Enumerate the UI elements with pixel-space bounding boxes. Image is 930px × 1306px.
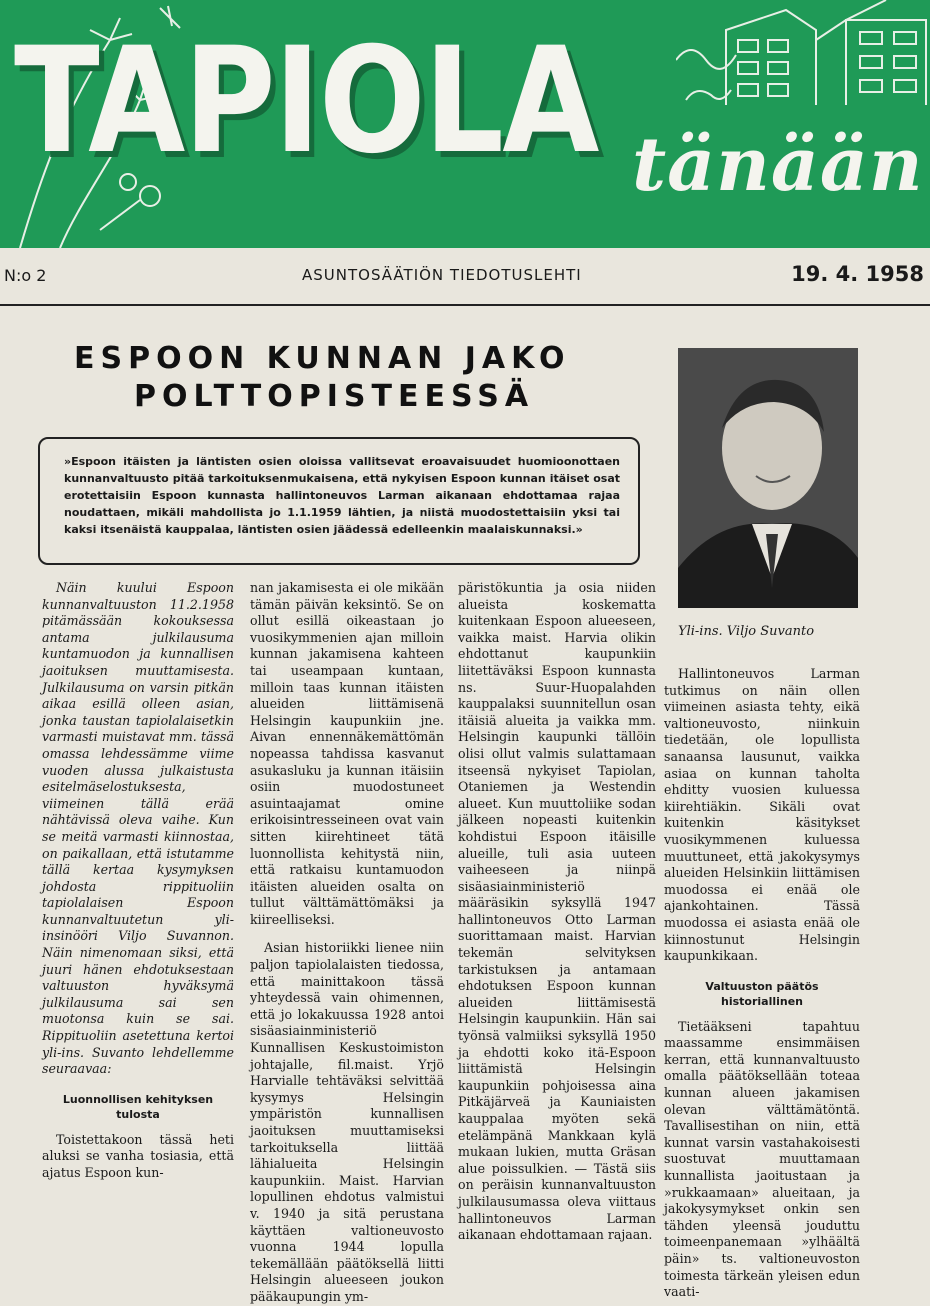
article-column-2 [250, 580, 444, 1306]
masthead-title: TAPIOLA [14, 16, 598, 186]
issue-date: 19. 4. 1958 [791, 262, 924, 286]
publication-name: ASUNTOSÄÄTIÖN TIEDOTUSLEHTI [302, 266, 582, 284]
column-2-paragraph-1: nan jakamisesta ei ole mikään tämän päivän keksintö. Se on ollut esillä oikeastaan jo vuosikymmenien ajan milloin kunnan jakamisena kahteen tai useampaan kuntaan, milloin taas kunnan itäisten alueiden liittämisenä Helsingin kaupunkiin jne. Aivan ennennäkemättömän nopeassa tahdissa kasvanut asukasluku ja kunnan itäisiin osiin muodostuneet asuintaajamat omine erikoisintresseineen ovat vain sitten kiirehtineet tätä luonnollista kehitystä niin, että ratkaisu kuntamuodon itäisten alueiden osalta on tullut välttämättömäksi ja kiireelliseksi. [250, 580, 444, 927]
headline-line-2: POLTTOPISTEESSÄ [134, 379, 535, 414]
article-column-4 [664, 666, 860, 1301]
article-headline [74, 340, 654, 416]
masthead [0, 0, 930, 248]
column-3-paragraph: päristökuntia ja osia niiden alueista koskematta kuitenkaan Espoon alueeseen, vaikka maist. Harvia olikin ehdottanut kaupunkiin liitettäväksi Espoon kunnasta ns. Suur-Huopalahden kauppalaksi suunnitellun osan itäisiä alueita ja vaikka mm. Helsingin kaupunki tällöin olisi ollut valmis sulattamaan itseensä nykyiset Tapiolan, Otaniemen ja Westendin alueet. Kun muuttoliike sodan jälkeen nopeasti kuitenkin kohdistui Espoon itäisille alueille, tuli asia uuteen vaiheeseen ja niinpä sisäasiainministeriö määräsikin syksyllä 1947 hallintoneuvos Otto Larman suorittamaan maist. Harvian tekemän selvityksen tarkistuksen ja antamaan ehdotuksen Espoon kunnan alueiden liittämisestä Helsingin kaupunkiin. Hän sai työnsä valmiiksi syksyllä 1950 ja ehdotti koko itä-Espoon liittämistä Helsingin kaupunkiin pohjoisessa aina Pitkäjärveä ja Kauniaisten kauppalaa myöten sekä etelämpänä Mankkaan kylä mukaan lukien, mutta Gräsan alue poissulkien. — Tästä siis on peräisin kunnanvaltuuston julkilausumassa oleva viittaus hallintoneuvos Larman aikanaan ehdottamaan rajaan. [458, 580, 656, 1243]
houses-illustration [676, 0, 930, 120]
column-4-paragraph-2: Tietääkseni tapahtuu maassamme ensimmäisen kerran, että kunnanvaltuusto omalla päätöksellään toteaa kunnan alueen jakamisen olevan välttämätöntä. Tavallisestihan on niin, että kunnat varsin vastahakoisesti suostuvat muuttamaan kunnallista jaoitustaan ja »rukkaamaan» alueitaan, ja jakokysymykset onkin sen tähden yleensä jouduttu toimeenpanemaan »ylhäältä päin» ts. valtioneuvoston toimesta tärkeän yleisen edun vaati- [664, 1018, 860, 1300]
column-4-paragraph-1: Hallintoneuvos Larman tutkimus on näin ollen viimeinen asiasta tehty, eikä valtioneuvosto, niinkuin tiedetään, ole lopullista sanaansa lausunut, vaikka asiaa on kunnan taholta ehditty vuosien kuluessa kiirehtiäkin. Sikäli ovat kuitenkin käsitykset vuosikymmenen kuluessa muuttuneet, että jakokysymys alueiden Helsinkiin liittämisen muodossa ei enää ole ajankohtainen. Tässä muodossa ei asiasta enää ole kiinnostunut Helsingin kaupunkikaan. [664, 666, 860, 964]
headline-line-1: ESPOON KUNNAN JAKO [74, 341, 571, 376]
portrait-photo [678, 348, 858, 608]
masthead-script-title: tänään [632, 122, 924, 208]
intro-paragraph: Näin kuului Espoon kunnanvaltuuston 11.2.1958 pitämässään kokouksessa antama julkilausuma kuntamuodon ja kunnallisen jaoituksen muuttamisesta. Julkilausuma on varsin pitkän aikaa esillä olleen asian, jonka taustan tapiolalaisetkin varmasti muistavat mm. tässä omassa lehdessämme viime vuoden alussa julkaistusta esitelmäselostuksesta, viimeinen tällä erää nähtävissä oleva vaihe. Kun se meitä varmasti kiinnostaa, on paikallaan, että istutamme tällä kertaa kysymyksen johdosta rippituoliin tapiolalaisen Espoon kunnanvaltuutetun yli-insinööri Viljo Suvannon. Näin nimenomaan siksi, että juuri hänen ehdotuksestaan valtuuston hyväksymä julkilausuma sai sen muotonsa kuin se sai. Rippituoliin asetettuna kertoi yli-ins. Suvanto lehdellemme seuraavaa: [42, 580, 234, 1077]
column-1-body: Toistettakoon tässä heti aluksi se vanha tosiasia, että ajatus Espoon kun- [42, 1131, 234, 1180]
column-2-paragraph-2: Asian historiikki lienee niin paljon tapiolalaisten tiedossa, että mainittakoon tässä yhteydessä vain ohimennen, että jo lokakuussa 1928 antoi sisäasiainministeriö Kunnallisen Keskustoimiston johtajalle, fil.maist. Yrjö Harvialle tehtäväksi selvittää kysymys Helsingin ympäristön kunnallisen jaoituksen muuttamiseksi tarkoituksella liittää lähialueita Helsingin kaupunkiin. Maist. Harvian lopullinen ehdotus valmistui v. 1940 ja sitä perustana käyttäen valtioneuvosto vuonna 1944 lopulla tekemällään päätöksellä liitti Helsingin alueeseen joukon pääkaupungin ym- [250, 940, 444, 1304]
subheading-2: Valtuuston päätös historiallinen [705, 979, 819, 1008]
quote-box [38, 437, 640, 565]
article-column-3 [458, 580, 656, 1244]
photo-caption: Yli-ins. Viljo Suvanto [678, 624, 815, 639]
issue-number: N:o 2 [4, 266, 47, 285]
article-column-1 [42, 580, 234, 1182]
quote-text: »Espoon itäisten ja läntisten osien oloissa vallitsevat eroavaisuudet huomioonottaen kunnanvaltuusto pitää tarkoituksenmukaisena, että nykyisen Espoon kunnan itäiset osat erotettaisiin Espoon kunnasta hallintoneuvos Larman aikanaan ehdottamaa rajaa noudattaen, mikäli mahdollista jo 1.1.1959 lähtien, ja niistä muodostettaisiin yksi tai kaksi itsenäistä kauppalaa, läntisten osien jäädessä edelleenkin maalaiskunnaksi.» [64, 455, 620, 536]
subheading-1: Luonnollisen kehityksen tulosta [62, 1092, 214, 1121]
portrait-illustration [678, 348, 858, 608]
